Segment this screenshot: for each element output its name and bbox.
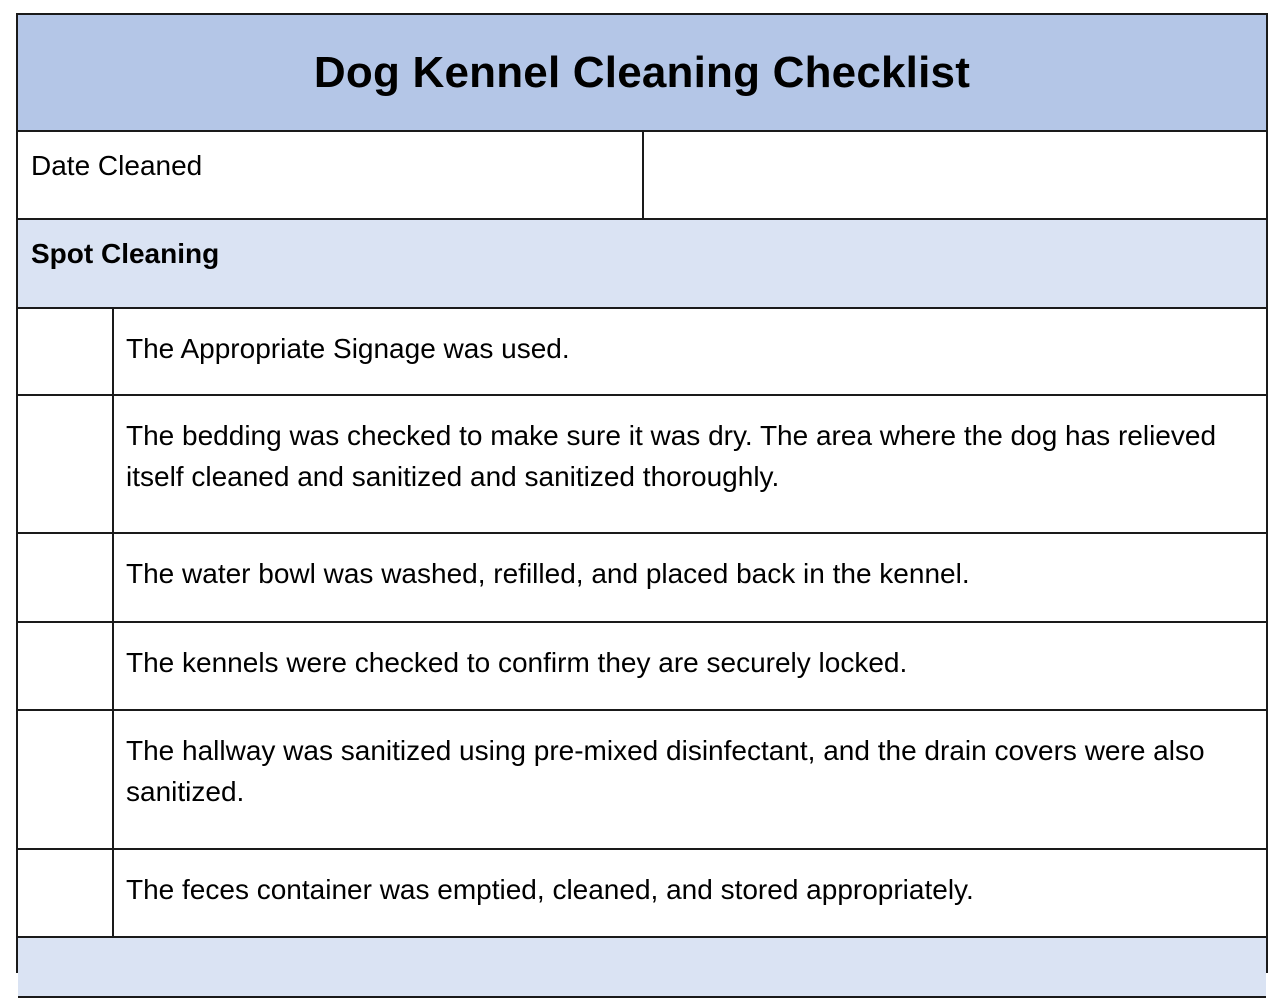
item-text: The water bowl was washed, refilled, and placed back in the kennel.: [126, 558, 970, 589]
item-text: The kennels were checked to confirm they are securely locked.: [126, 647, 908, 678]
checklist-item: [18, 850, 1266, 938]
item-checkbox[interactable]: [18, 309, 114, 394]
item-text: The feces container was emptied, cleaned, and stored appropriately.: [126, 874, 974, 905]
checklist-table: [16, 13, 1268, 973]
item-text: The bedding was checked to make sure it was dry. The area where the dog has relieved itself cleaned and sanitized and sanitized thoroughly.: [126, 420, 1217, 492]
checklist-title: Dog Kennel Cleaning Checklist: [313, 47, 971, 97]
checklist-item: [18, 534, 1266, 623]
title-bar: [18, 15, 1266, 132]
item-text: The Appropriate Signage was used.: [126, 333, 570, 364]
item-text: The hallway was sanitized using pre-mixed disinfectant, and the drain covers were also sanitized.: [126, 735, 1205, 807]
date-cleaned-field[interactable]: [644, 132, 1266, 218]
checklist-item: [18, 623, 1266, 711]
checklist-item: [18, 396, 1266, 534]
item-checkbox[interactable]: [18, 850, 114, 936]
checklist-item: [18, 309, 1266, 396]
date-cleaned-label: Date Cleaned: [18, 132, 644, 218]
date-row: [18, 132, 1266, 220]
item-checkbox[interactable]: [18, 396, 114, 532]
section-header-next: [18, 938, 1266, 998]
item-checkbox[interactable]: [18, 534, 114, 621]
checklist-item: [18, 711, 1266, 850]
item-checkbox[interactable]: [18, 623, 114, 709]
section-header-spot-cleaning: Spot Cleaning: [18, 220, 1266, 309]
item-checkbox[interactable]: [18, 711, 114, 848]
